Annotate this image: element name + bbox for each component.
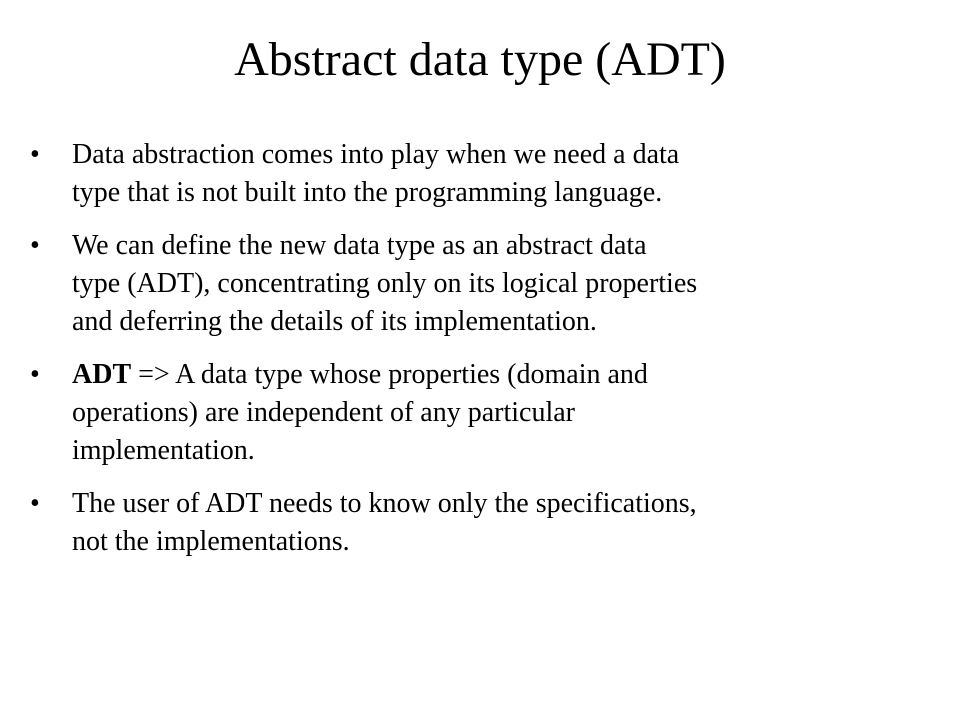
bullet-item-define-adt	[30, 227, 930, 341]
bullet-icon: •	[30, 488, 40, 519]
bullet-text-line: not the implementations.	[72, 526, 350, 557]
bullet-icon: •	[30, 139, 40, 170]
bullet-icon: •	[30, 230, 40, 261]
bullet-list	[30, 136, 930, 561]
bullet-item-user-of-adt	[30, 485, 930, 561]
bullet-text-line	[72, 356, 930, 394]
bullet-text-line: implementation.	[72, 435, 255, 466]
bullet-text-line: type (ADT), concentrating only on its logical properties	[72, 268, 698, 299]
bullet-text-line: The user of ADT needs to know only the specifications,	[72, 488, 697, 519]
bullet-text-line: Data abstraction comes into play when we need a data	[72, 139, 680, 170]
bullet-text-line: and deferring the details of its implementation.	[72, 306, 597, 337]
bullet-text-line: We can define the new data type as an abstract data	[72, 230, 647, 261]
bullet-item-data-abstraction	[30, 136, 930, 212]
bold-term-adt: ADT	[72, 359, 132, 390]
bullet-text-line: operations) are independent of any particular	[72, 397, 576, 428]
bullet-icon: •	[30, 359, 40, 390]
bullet-item-adt-definition	[30, 356, 930, 470]
bullet-text-line: type that is not built into the programming language.	[72, 177, 663, 208]
slide-title: Abstract data type (ADT)	[234, 33, 726, 86]
bullet-text-fragment: => A data type whose properties (domain and	[131, 359, 648, 390]
